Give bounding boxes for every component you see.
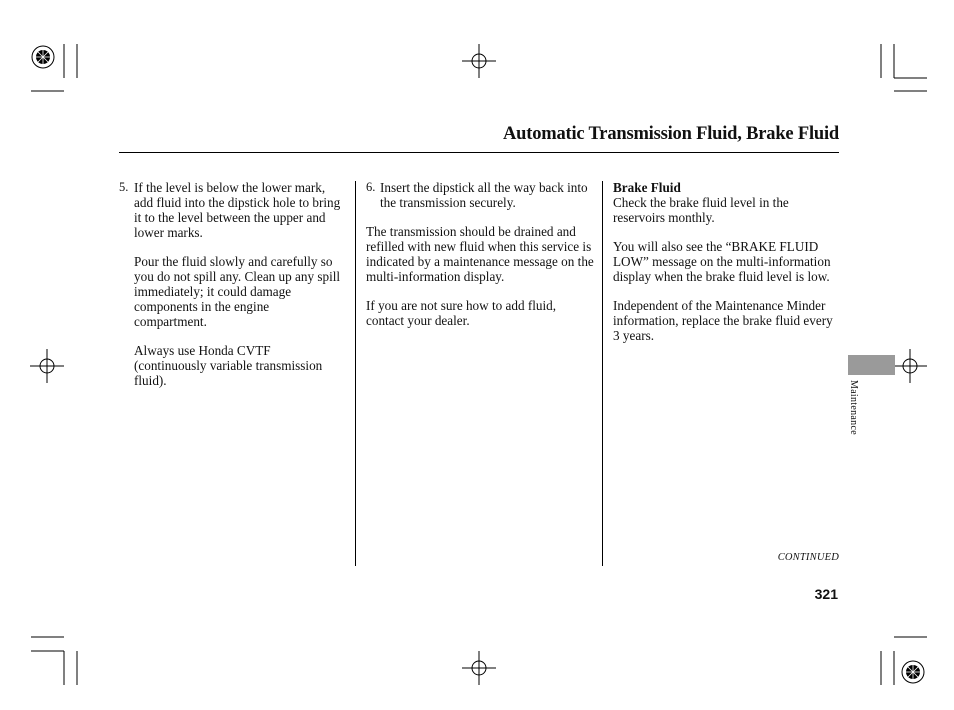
page-number: 321 [814, 586, 838, 602]
step-6-text: Insert the dipstick all the way back into the transmission securely. [380, 180, 588, 210]
paragraph: Pour the fluid slowly and carefully so you do not spill any. Clean up any spill immediately; it could damage components in the engine compartment. [134, 254, 341, 329]
paragraph: Check the brake fluid level in the reservoirs monthly. [613, 195, 789, 225]
paragraph: You will also see the “BRAKE FLUID LOW” message on the multi-information display when the brake fluid level is low. [613, 239, 831, 284]
step-number: 5. [119, 180, 129, 194]
column-2 [366, 180, 594, 342]
title-rule [119, 152, 839, 153]
column-divider [602, 181, 603, 566]
paragraph: Independent of the Maintenance Minder information, replace the brake fluid every 3 years. [613, 298, 833, 343]
paragraph: Always use Honda CVTF (continuously variable transmission fluid). [134, 343, 323, 388]
section-tab-label: Maintenance [848, 380, 859, 435]
paragraph: If you are not sure how to add fluid, contact your dealer. [366, 298, 557, 328]
continued-label: CONTINUED [777, 552, 839, 563]
section-heading: Brake Fluid [613, 180, 681, 195]
section-tab[interactable] [848, 355, 895, 375]
paragraph: The transmission should be drained and refilled with new fluid when this service is indicated by a maintenance message on the multi-information display. [366, 224, 594, 284]
step-number: 6. [366, 180, 376, 194]
column-1 [119, 180, 345, 402]
step-5-text: If the level is below the lower mark, add fluid into the dipstick hole to bring it to the level between the upper and lower marks. [134, 180, 341, 240]
column-3 [613, 180, 839, 357]
column-divider [355, 181, 356, 566]
page-title: Automatic Transmission Fluid, Brake Fluid [503, 124, 839, 144]
